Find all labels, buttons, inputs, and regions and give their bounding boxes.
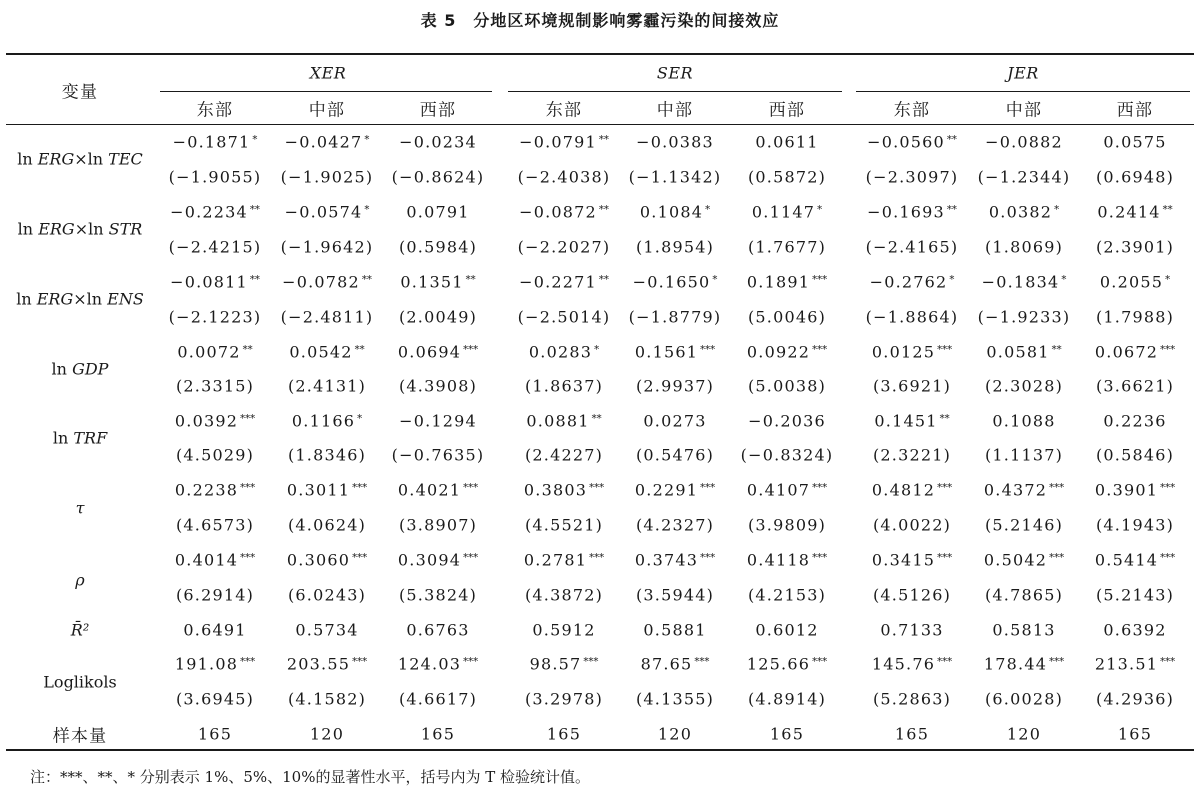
r-squared-value: 0.6763	[406, 620, 470, 640]
r-squared-label: R̄²	[70, 620, 90, 640]
coefficient: 0.2055 *	[1099, 272, 1171, 292]
variable-label: ln ERG×ln TEC	[17, 149, 143, 169]
group-rule-ser	[508, 91, 842, 92]
sample-size-value: 165	[546, 724, 582, 744]
coefficient: 0.2414 **	[1097, 202, 1173, 222]
coefficient: 0.4014 ***	[174, 550, 256, 570]
t-statistic: (3.9809)	[747, 515, 827, 535]
significance-stars: ***	[352, 656, 368, 668]
t-statistic: (0.6948)	[1095, 167, 1175, 187]
coefficient: 0.1451 **	[874, 411, 950, 431]
significance-stars: ***	[463, 656, 479, 668]
variable-label: ρ	[75, 570, 85, 590]
sample-size-value: 120	[1006, 724, 1042, 744]
coefficient: −0.1834 *	[981, 272, 1067, 292]
loglik-value: 125.66 ***	[746, 654, 828, 674]
r-squared-value: 0.7133	[880, 620, 944, 640]
header-rule	[6, 124, 1194, 125]
significance-stars: *	[1054, 204, 1060, 216]
coefficient: 0.2236	[1103, 411, 1167, 431]
t-statistic: (5.0038)	[747, 376, 827, 396]
coefficient: 0.0611	[755, 132, 819, 152]
coefficient: −0.2036	[748, 411, 826, 431]
t-statistic: (−1.9055)	[168, 167, 262, 187]
variable-label: τ	[75, 498, 85, 518]
t-statistic: (0.5872)	[747, 167, 827, 187]
coefficient: −0.2234 **	[170, 202, 260, 222]
t-statistic: (6.2914)	[175, 585, 255, 605]
t-statistic: (−1.9642)	[280, 237, 374, 257]
significance-stars: ***	[1160, 656, 1176, 668]
variable-label: ln GDP	[51, 359, 109, 379]
significance-stars: **	[591, 413, 602, 425]
significance-stars: *	[364, 134, 370, 146]
coefficient: −0.1650 *	[632, 272, 718, 292]
significance-stars: ***	[240, 413, 256, 425]
coefficient: 0.1166 *	[291, 411, 363, 431]
significance-stars: **	[242, 344, 253, 356]
t-statistic: (−1.8779)	[628, 307, 722, 327]
t-statistic: (−1.9233)	[977, 307, 1071, 327]
coefficient: −0.0574 *	[284, 202, 370, 222]
coefficient: −0.2762 *	[869, 272, 955, 292]
table-title: 表 5 分地区环境规制影响雾霾污染的间接效应	[420, 11, 780, 30]
t-statistic: (1.7988)	[1095, 307, 1175, 327]
significance-stars: ***	[937, 344, 953, 356]
loglik-value: 203.55 ***	[286, 654, 368, 674]
coefficient: 0.1561 ***	[634, 342, 716, 362]
coefficient: 0.1147 *	[751, 202, 823, 222]
t-statistic: (5.0046)	[747, 307, 827, 327]
sample-size-value: 165	[1117, 724, 1153, 744]
significance-stars: *	[594, 344, 600, 356]
coefficient: 0.5042 ***	[983, 550, 1065, 570]
sample-size-label: 样本量	[52, 726, 108, 747]
significance-stars: **	[946, 134, 957, 146]
t-statistic: (1.8346)	[287, 445, 367, 465]
significance-stars: **	[361, 274, 372, 286]
significance-stars: ***	[812, 656, 828, 668]
coefficient: 0.0791	[406, 202, 470, 222]
region-header: 西部	[1116, 100, 1154, 121]
significance-stars: *	[949, 274, 955, 286]
region-header: 西部	[768, 100, 806, 121]
variable-label: ln TRF	[52, 428, 108, 448]
coefficient: 0.0581 **	[986, 342, 1062, 362]
coefficient: 0.3743 ***	[634, 550, 716, 570]
significance-stars: **	[1162, 204, 1173, 216]
significance-stars: *	[252, 134, 258, 146]
t-statistic: (2.4131)	[287, 376, 367, 396]
coefficient: 0.3060 ***	[286, 550, 368, 570]
coefficient: 0.0125 ***	[871, 342, 953, 362]
region-header: 中部	[656, 100, 694, 121]
bottom-rule	[6, 749, 1194, 751]
coefficient: 0.4812 ***	[871, 480, 953, 500]
significance-stars: **	[465, 274, 476, 286]
t-statistic: (−2.4165)	[865, 237, 959, 257]
loglik-value: 98.57 ***	[529, 654, 599, 674]
significance-stars: *	[1061, 274, 1067, 286]
coefficient: 0.1351 **	[400, 272, 476, 292]
t-statistic: (0.5984)	[398, 237, 478, 257]
loglik-value: 213.51 ***	[1094, 654, 1176, 674]
t-statistic: (−0.7635)	[391, 445, 485, 465]
significance-stars: ***	[240, 656, 256, 668]
coefficient: 0.0672 ***	[1094, 342, 1176, 362]
loglik-value: 124.03 ***	[397, 654, 479, 674]
coefficient: −0.0383	[636, 132, 714, 152]
t-statistic: (4.7865)	[984, 585, 1064, 605]
significance-stars: *	[712, 274, 718, 286]
significance-stars: ***	[700, 482, 716, 494]
region-header: 东部	[545, 100, 583, 121]
significance-stars: ***	[240, 482, 256, 494]
t-statistic: (1.7677)	[747, 237, 827, 257]
significance-stars: *	[364, 204, 370, 216]
t-statistic: (−2.4038)	[517, 167, 611, 187]
coefficient: −0.1294	[399, 411, 477, 431]
coefficient: 0.0392 ***	[174, 411, 256, 431]
coefficient: 0.3011 ***	[286, 480, 368, 500]
t-statistic: (6.0243)	[287, 585, 367, 605]
t-statistic: (3.5944)	[635, 585, 715, 605]
significance-stars: ***	[812, 552, 828, 564]
significance-stars: ***	[1160, 344, 1176, 356]
coefficient: 0.1891 ***	[746, 272, 828, 292]
t-statistic: (2.0049)	[398, 307, 478, 327]
t-statistic: (−2.5014)	[517, 307, 611, 327]
t-statistic: (−2.1223)	[168, 307, 262, 327]
t-statistic: (−2.4215)	[168, 237, 262, 257]
coefficient: −0.0234	[399, 132, 477, 152]
t-statistic: (6.0028)	[984, 689, 1064, 709]
significance-stars: **	[249, 204, 260, 216]
t-statistic: (2.3221)	[872, 445, 952, 465]
coefficient: 0.2238 ***	[174, 480, 256, 500]
t-statistic: (4.5126)	[872, 585, 952, 605]
significance-stars: **	[354, 344, 365, 356]
significance-stars: **	[939, 413, 950, 425]
t-statistic: (5.2146)	[984, 515, 1064, 535]
t-statistic: (4.0022)	[872, 515, 952, 535]
coefficient: −0.2271 **	[519, 272, 609, 292]
significance-stars: ***	[937, 656, 953, 668]
significance-stars: ***	[463, 482, 479, 494]
t-statistic: (4.0624)	[287, 515, 367, 535]
t-statistic: (5.2143)	[1095, 585, 1175, 605]
significance-stars: **	[946, 204, 957, 216]
r-squared-value: 0.5813	[992, 620, 1056, 640]
coefficient: 0.1088	[992, 411, 1056, 431]
coefficient: 0.3094 ***	[397, 550, 479, 570]
region-header: 西部	[419, 100, 457, 121]
t-statistic: (1.8954)	[635, 237, 715, 257]
t-statistic: (3.6921)	[872, 376, 952, 396]
t-statistic: (4.6573)	[175, 515, 255, 535]
t-statistic: (4.6617)	[398, 689, 478, 709]
coefficient: −0.1871 *	[172, 132, 258, 152]
t-statistic: (4.5521)	[524, 515, 604, 535]
region-header: 中部	[1005, 100, 1043, 121]
t-statistic: (3.2978)	[524, 689, 604, 709]
t-statistic: (4.1582)	[287, 689, 367, 709]
t-statistic: (2.9937)	[635, 376, 715, 396]
coefficient: 0.0283 *	[528, 342, 600, 362]
coefficient: −0.0811 **	[170, 272, 260, 292]
region-header: 中部	[308, 100, 346, 121]
sample-size-value: 165	[894, 724, 930, 744]
t-statistic: (4.8914)	[747, 689, 827, 709]
significance-stars: ***	[583, 656, 599, 668]
coefficient: 0.3803 ***	[523, 480, 605, 500]
coefficient: 0.2291 ***	[634, 480, 716, 500]
significance-stars: **	[598, 274, 609, 286]
loglik-value: 87.65 ***	[640, 654, 710, 674]
coefficient: 0.4372 ***	[983, 480, 1065, 500]
significance-stars: ***	[1160, 482, 1176, 494]
group-header-jer: JER	[1007, 63, 1039, 83]
significance-stars: **	[598, 134, 609, 146]
t-statistic: (4.1355)	[635, 689, 715, 709]
significance-stars: ***	[463, 552, 479, 564]
significance-stars: ***	[700, 344, 716, 356]
sample-size-value: 165	[769, 724, 805, 744]
coefficient: −0.0782 **	[282, 272, 372, 292]
t-statistic: (5.3824)	[398, 585, 478, 605]
significance-stars: ***	[1049, 482, 1065, 494]
group-rule-jer	[856, 91, 1190, 92]
t-statistic: (0.5476)	[635, 445, 715, 465]
region-header: 东部	[196, 100, 234, 121]
sample-size-value: 120	[309, 724, 345, 744]
significance-stars: ***	[694, 656, 710, 668]
significance-stars: ***	[463, 344, 479, 356]
t-statistic: (0.5846)	[1095, 445, 1175, 465]
coefficient: 0.0542 **	[289, 342, 365, 362]
t-statistic: (−1.9025)	[280, 167, 374, 187]
group-header-xer: XER	[309, 63, 347, 83]
coefficient: 0.5414 ***	[1094, 550, 1176, 570]
variable-label: ln ERG×ln STR	[17, 219, 143, 239]
r-squared-value: 0.6392	[1103, 620, 1167, 640]
t-statistic: (2.4227)	[524, 445, 604, 465]
t-statistic: (5.2863)	[872, 689, 952, 709]
significance-stars: ***	[589, 482, 605, 494]
coefficient: −0.0791 **	[519, 132, 609, 152]
coefficient: −0.0872 **	[519, 202, 609, 222]
t-statistic: (−1.8864)	[865, 307, 959, 327]
t-statistic: (4.2936)	[1095, 689, 1175, 709]
r-squared-value: 0.5912	[532, 620, 596, 640]
significance-stars: ***	[352, 482, 368, 494]
t-statistic: (3.8907)	[398, 515, 478, 535]
coefficient: 0.4118 ***	[746, 550, 828, 570]
loglik-value: 191.08 ***	[174, 654, 256, 674]
coefficient: 0.0881 **	[526, 411, 602, 431]
t-statistic: (1.1137)	[984, 445, 1064, 465]
coefficient: −0.0882	[985, 132, 1063, 152]
coefficient: 0.0922 ***	[746, 342, 828, 362]
coefficient: 0.0072 **	[177, 342, 253, 362]
t-statistic: (1.8069)	[984, 237, 1064, 257]
loglik-label: Loglikols	[43, 672, 117, 692]
t-statistic: (−0.8324)	[740, 445, 834, 465]
significance-stars: ***	[812, 482, 828, 494]
significance-stars: *	[357, 413, 363, 425]
table-note: 注：***、**、* 分别表示 1%、5%、10%的显著性水平，括号内为 T 检验统计值。	[30, 768, 591, 786]
t-statistic: (1.8637)	[524, 376, 604, 396]
group-rule-xer	[160, 91, 492, 92]
significance-stars: ***	[700, 552, 716, 564]
coefficient: −0.0427 *	[284, 132, 370, 152]
r-squared-value: 0.6491	[183, 620, 247, 640]
group-header-ser: SER	[656, 63, 694, 83]
loglik-value: 145.76 ***	[871, 654, 953, 674]
variable-label: ln ERG×ln ENS	[16, 289, 144, 309]
t-statistic: (2.3901)	[1095, 237, 1175, 257]
t-statistic: (−1.2344)	[977, 167, 1071, 187]
t-statistic: (4.1943)	[1095, 515, 1175, 535]
r-squared-value: 0.5734	[295, 620, 359, 640]
coefficient: −0.1693 **	[867, 202, 957, 222]
r-squared-value: 0.5881	[643, 620, 707, 640]
significance-stars: **	[1051, 344, 1062, 356]
significance-stars: *	[705, 204, 711, 216]
sample-size-value: 165	[420, 724, 456, 744]
t-statistic: (−2.2027)	[517, 237, 611, 257]
coefficient: 0.3415 ***	[871, 550, 953, 570]
significance-stars: ***	[812, 344, 828, 356]
significance-stars: ***	[352, 552, 368, 564]
loglik-value: 178.44 ***	[983, 654, 1065, 674]
t-statistic: (−0.8624)	[391, 167, 485, 187]
coefficient: 0.0575	[1103, 132, 1167, 152]
significance-stars: **	[598, 204, 609, 216]
coefficient: 0.4107 ***	[746, 480, 828, 500]
coefficient: 0.1084 *	[639, 202, 711, 222]
sample-size-value: 165	[197, 724, 233, 744]
var-header: 变量	[61, 82, 99, 103]
coefficient: −0.0560 **	[867, 132, 957, 152]
t-statistic: (4.5029)	[175, 445, 255, 465]
t-statistic: (3.6621)	[1095, 376, 1175, 396]
significance-stars: ***	[240, 552, 256, 564]
significance-stars: ***	[937, 482, 953, 494]
r-squared-value: 0.6012	[755, 620, 819, 640]
significance-stars: *	[817, 204, 823, 216]
significance-stars: **	[249, 274, 260, 286]
coefficient: 0.2781 ***	[523, 550, 605, 570]
top-rule	[6, 53, 1194, 55]
sample-size-value: 120	[657, 724, 693, 744]
t-statistic: (4.2327)	[635, 515, 715, 535]
significance-stars: ***	[589, 552, 605, 564]
t-statistic: (−1.1342)	[628, 167, 722, 187]
significance-stars: ***	[1049, 552, 1065, 564]
t-statistic: (4.3908)	[398, 376, 478, 396]
significance-stars: *	[1165, 274, 1171, 286]
t-statistic: (−2.4811)	[280, 307, 374, 327]
t-statistic: (4.2153)	[747, 585, 827, 605]
coefficient: 0.0694 ***	[397, 342, 479, 362]
t-statistic: (2.3028)	[984, 376, 1064, 396]
significance-stars: ***	[937, 552, 953, 564]
t-statistic: (2.3315)	[175, 376, 255, 396]
t-statistic: (3.6945)	[175, 689, 255, 709]
coefficient: 0.0273	[643, 411, 707, 431]
t-statistic: (−2.3097)	[865, 167, 959, 187]
coefficient: 0.3901 ***	[1094, 480, 1176, 500]
region-header: 东部	[893, 100, 931, 121]
coefficient: 0.0382 *	[988, 202, 1060, 222]
significance-stars: ***	[1160, 552, 1176, 564]
coefficient: 0.4021 ***	[397, 480, 479, 500]
significance-stars: ***	[1049, 656, 1065, 668]
significance-stars: ***	[812, 274, 828, 286]
t-statistic: (4.3872)	[524, 585, 604, 605]
